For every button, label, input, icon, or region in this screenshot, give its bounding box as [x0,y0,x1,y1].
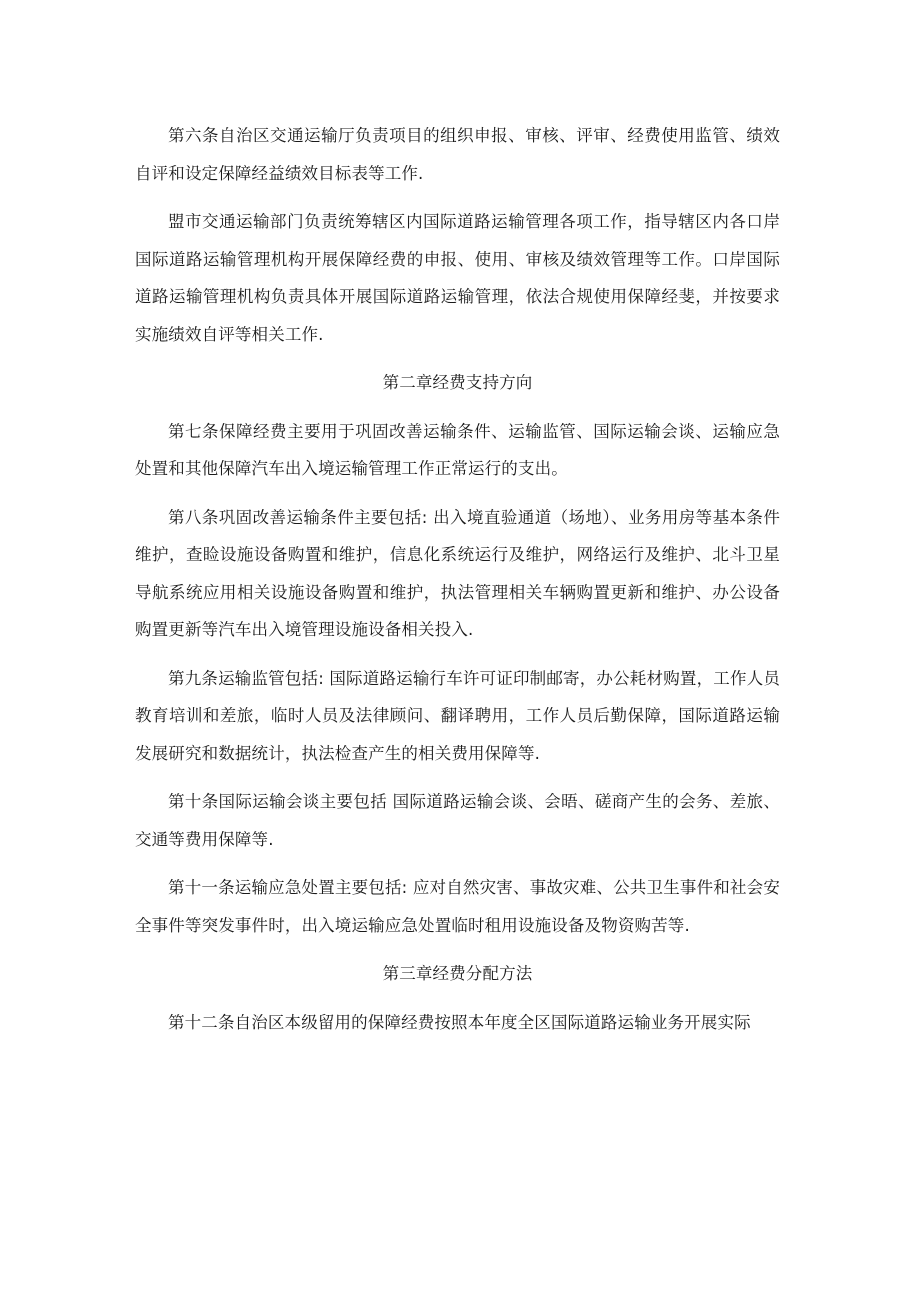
article-8-paragraph: 第八条巩固改善运输条件主要包括: 出入境直验通道（场地）、业务用房等基本条件维护，查睑设施设备购置和维护，信息化系统运行及维护，网络运行及维护、北斗卫星导航系统应用相关设施设备购置和维护，执法管理相关车辆购置更新和维护、办公设备购置更新等汽车出入境管理设施设备相关投入. [135,507,780,639]
article-12-paragraph: 第十二条自治区本级留用的保障经费按照本年度全区国际道路运输业务开展实际 [168,1012,751,1032]
chapter-2-heading: 第二章经费支持方向 [382,373,533,392]
article-9-paragraph: 第九条运输监管包括: 国际道路运输行车许可证印制邮寄，办公耗材购置，工作人员教育培训和差旅，临时人员及法律顾问、翻译聘用，工作人员后勤保障，国际道路运输发展研究和数据统计，执法检查产生的相关费用保障等. [135,668,780,763]
article-6-paragraph: 第六条自治区交通运输厅负责项目的组织申报、审核、评审、经费使用监管、绩效自评和设定保障经益绩效目标表等工作. [135,126,780,183]
league-city-responsibility-paragraph: 盟市交通运输部门负责统筹辖区内国际道路运输管理各项工作，指导辖区内各口岸国际道路运输管理机构开展保障经费的申报、使用、审核及绩效管理等工作。口岸国际道路运输管理机构负责具体开展国际道路运输管理，依法合规使用保障经斐，并按要求实施绩效自评等相关工作. [135,212,780,344]
article-7-paragraph: 第七条保障经费主要用于巩固改善运输条件、运输监管、国际运输会谈、运输应急处置和其他保障汽车出入境运输管理工作正常运行的支出。 [135,421,780,478]
chapter-3-heading: 第三章经费分配方法 [382,964,533,983]
document-body [135,117,780,1052]
article-10-paragraph: 第十条国际运输会谈主要包括 国际道路运输会谈、会晤、磋商产生的会务、差旅、交通等费用保障等. [135,792,780,849]
article-11-paragraph: 第十一条运输应急处置主要包括: 应对自然灾害、事故灾难、公共卫生事件和社会安全事件等突发事件时，出入境运输应急处置临时租用设施设备及物资购苦等. [135,878,780,935]
